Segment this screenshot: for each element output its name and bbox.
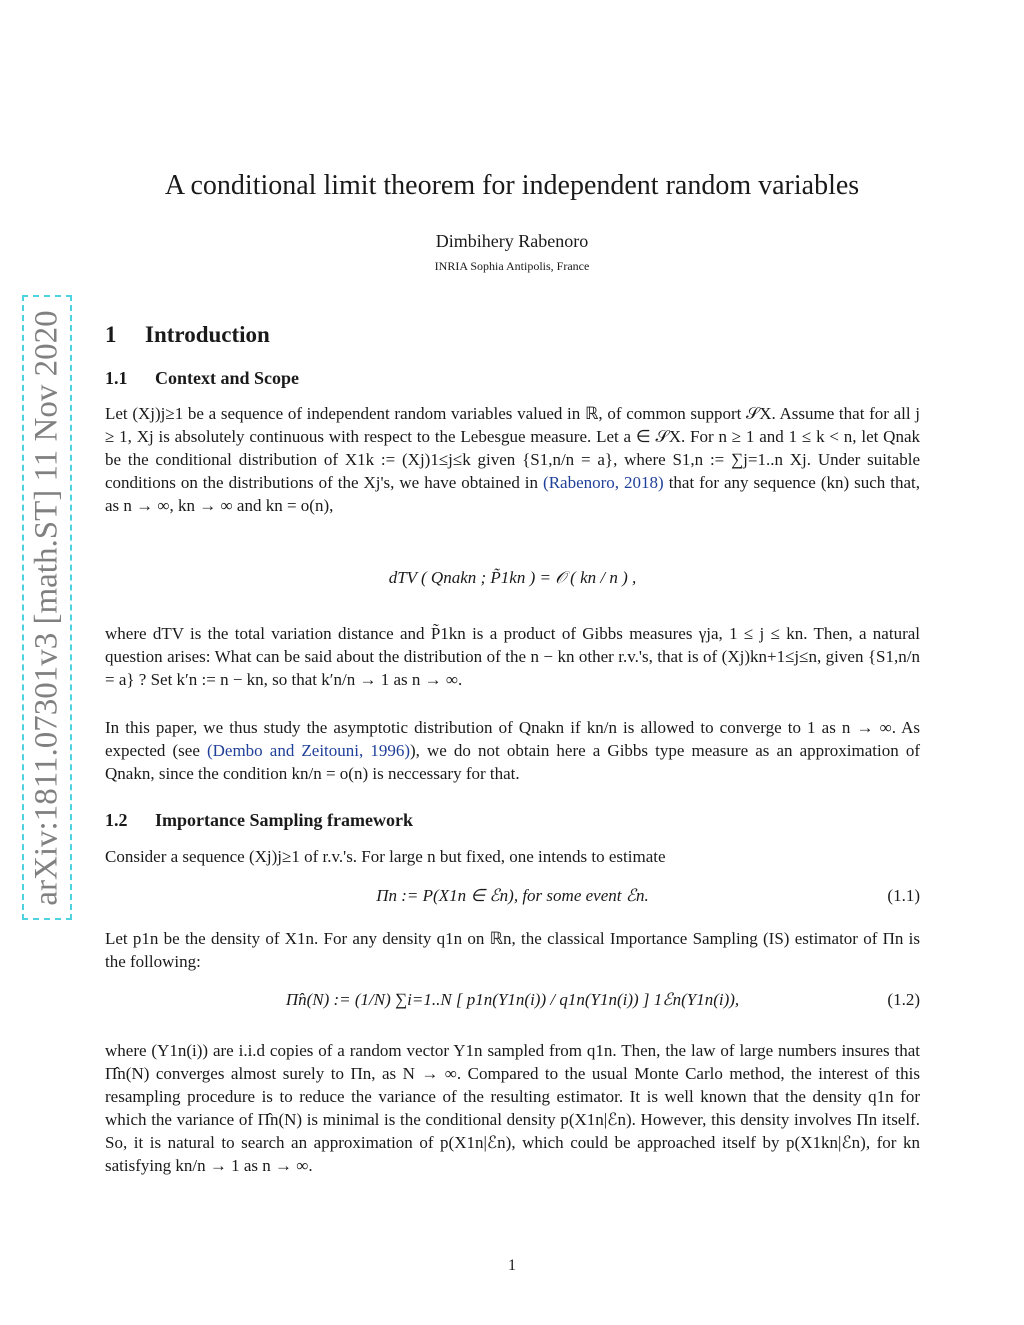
author-name: Dimbihery Rabenoro [435, 231, 589, 251]
subsection-title: Importance Sampling framework [155, 810, 413, 830]
subsection-heading-context [105, 368, 299, 389]
paragraph-consider [105, 845, 920, 868]
paragraph-density [105, 927, 920, 973]
subsection-heading-importance-sampling [105, 810, 413, 831]
equation-total-variation [105, 568, 920, 588]
paragraph-text: In this paper, we thus study the asymptotic distribution of Qnakn if kn/n is allowed to converge to 1 as n → ∞. As expected (see [105, 718, 920, 760]
subsection-number: 1.2 [105, 810, 128, 830]
equation-1-2 [105, 990, 920, 1010]
paragraph-text: Consider a sequence (Xj)j≥1 of r.v.'s. For large n but fixed, one intends to estimate [105, 847, 666, 866]
paragraph-text: where dTV is the total variation distance and P̃1kn is a product of Gibbs measures γja, 1 ≤ j ≤ kn. Then, a natural question arises: What can be said about the distribution of the n − kn other r.v.'s, that is of (Xj)kn+1≤j≤n, given {S1,n/n = a} ? Set k′n := n − kn, so that k′n/n → 1 as n → ∞. [105, 624, 920, 689]
page-number: 1 [508, 1257, 516, 1274]
paragraph-gibbs [105, 622, 920, 691]
section-number: 1 [105, 322, 117, 347]
paper-title: A conditional limit theorem for independent random variables [164, 170, 860, 201]
arxiv-sidebar-stamp [22, 295, 72, 920]
citation-link-dembo-zeitouni-1996[interactable]: (Dembo and Zeitouni, 1996) [206, 741, 411, 760]
equation-number: (1.1) [887, 886, 920, 905]
paragraph-context [105, 402, 920, 517]
paragraph-text: Let p1n be the density of X1n. For any density q1n on ℝn, the classical Importance Sampling (IS) estimator of Πn is the following: [105, 929, 920, 971]
paragraph-text-continued: ), we do not obtain here a Gibbs type measure as an approximation of Qnakn, since the condition kn/n = o(n) is neccessary for that. [105, 741, 921, 783]
author-affiliation: INRIA Sophia Antipolis, France [434, 259, 590, 273]
equation-number: (1.2) [887, 990, 920, 1009]
paragraph-text: where (Y1n(i)) are i.i.d copies of a random vector Y1n sampled from q1n. Then, the law of large numbers insures that Π̂n(N) converges almost surely to Πn, as N → ∞. Compared to the usual Monte Carlo method, the interest of this resampling procedure is to reduce the variance of the resulting estimator. It is well known that the density q1n for which the variance of Π̂n(N) is minimal is the conditional density p(X1n|ℰn). However, this density involves Πn itself. So, it is natural to search an approximation of p(X1n|ℰn), which could be approached itself by p(X1kn|ℰn), for kn satisfying kn/n → 1 as n → ∞. [105, 1041, 920, 1175]
section-heading-introduction [105, 322, 270, 348]
subsection-number: 1.1 [105, 368, 128, 388]
paragraph-iid-copies [105, 1039, 920, 1177]
equation-body: Πn := P(X1n ∈ ℰn), for some event ℰn. [376, 886, 649, 905]
equation-body: dTV ( Qnakn ; P̃1kn ) = 𝒪 ( kn / n ) , [388, 568, 637, 587]
paragraph-text: Let (Xj)j≥1 be a sequence of independent random variables valued in ℝ, of common support 𝒮X. Assume that for all j ≥ 1, Xj is absolutely continuous with respect to the Lebesgue measure. Let a ∈ 𝒮X. For n ≥ 1 and 1 ≤ k < n, let Qnak be the conditional distribution of X1k := (Xj)1≤j≤k given {S1,n/n = a}, where S1,n := ∑j=1..n Xj. Under suitable conditions on the distributions of the Xj's, we have obtained in [105, 404, 920, 492]
paragraph-this-paper [105, 716, 920, 785]
section-title: Introduction [145, 322, 270, 347]
citation-link-rabenoro-2018[interactable]: (Rabenoro, 2018) [543, 473, 664, 492]
subsection-title: Context and Scope [155, 368, 300, 388]
equation-body: Π̂n(N) := (1/N) ∑i=1..N [ p1n(Y1n(i)) / q1n(Y1n(i)) ] 1ℰn(Y1n(i)), [285, 990, 740, 1009]
arxiv-id: arXiv:1811.07301v3 [math.ST] 11 Nov 2020 [28, 309, 65, 906]
equation-1-1 [105, 886, 920, 906]
paragraph-text-continued: that for any sequence (kn) such that, as n → ∞, kn → ∞ and kn = o(n), [105, 473, 921, 515]
